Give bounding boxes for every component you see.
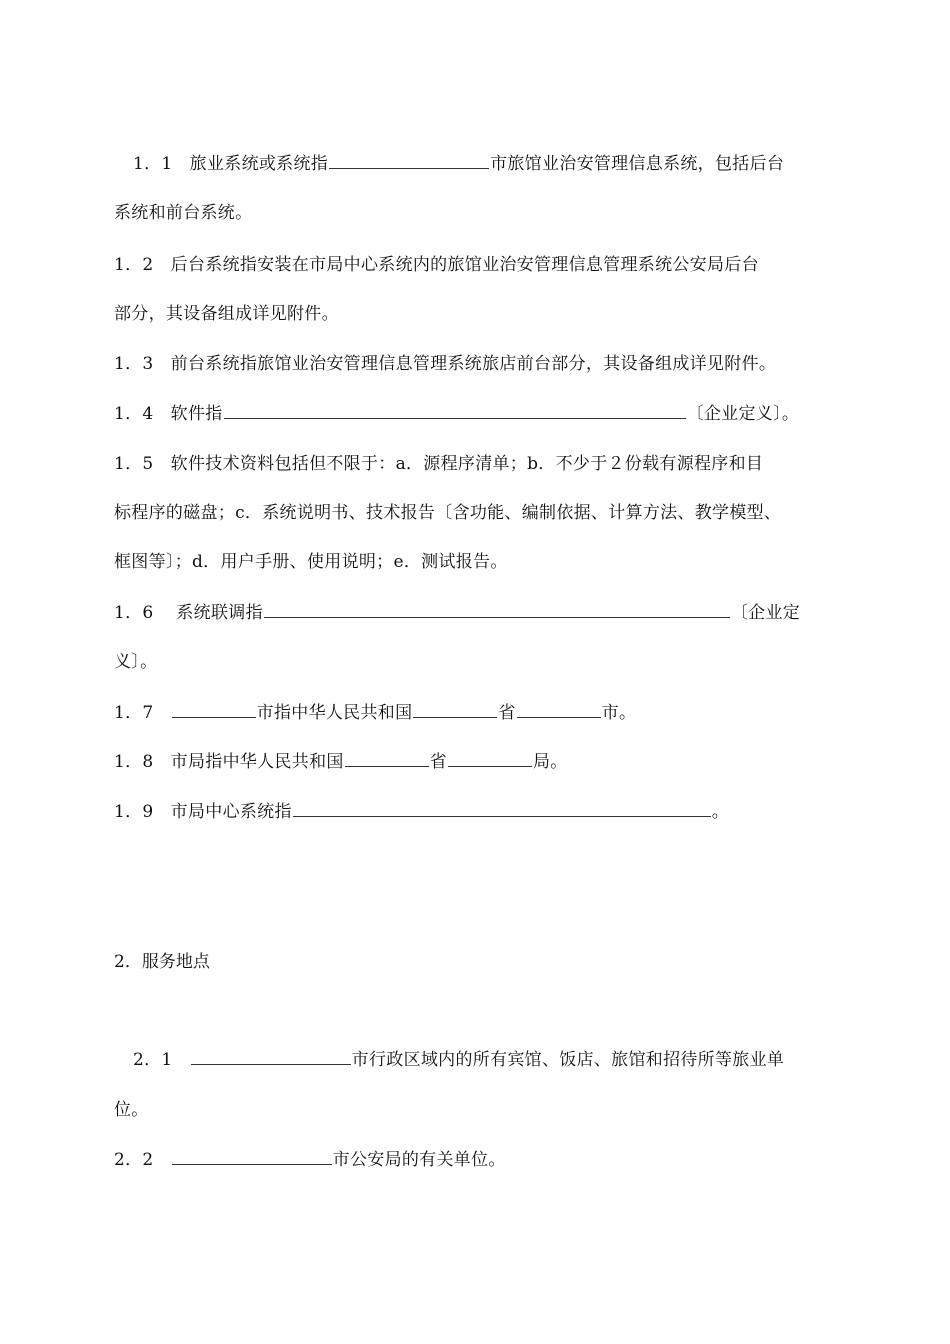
clause-text: 前台系统指旅馆业治安管理信息管理系统旅店前台部分，其设备组成详见附件。 [170,354,777,374]
fill-blank[interactable] [293,800,711,817]
clause-1-2 [114,253,759,277]
clause-text: 市局中心系统指 [170,802,292,822]
clause-number: 2．1 [133,1050,173,1070]
clause-text: 市旅馆业治安管理信息系统，包括后台 [490,154,785,174]
clause-number: 1．9 [114,802,154,822]
section-2-title: 2．服务地点 [114,952,210,972]
clause-text: 框图等〕；d．用户手册、使用说明；e．测试报告。 [114,552,508,572]
clause-text: 。 [711,802,730,822]
clause-text: 〔企业定 [730,603,801,623]
clause-number: 1．8 [114,752,154,772]
clause-text: 系统和前台系统。 [114,203,253,223]
clause-1-1 [133,152,784,176]
clause-2-2 [114,1148,506,1172]
fill-blank[interactable] [224,402,686,419]
clause-1-5-continued-2 [114,550,508,574]
clause-text: 旅业系统或系统指 [189,154,329,174]
clause-text: 市公安局的有关单位。 [332,1150,506,1170]
fill-blank[interactable] [345,750,429,767]
clause-text: 位。 [114,1100,149,1120]
fill-blank[interactable] [329,152,489,169]
clause-text: 市行政区域内的所有宾馆、饭店、旅馆和招待所等旅业单 [351,1050,785,1070]
clause-1-4 [114,402,799,426]
clause-1-7 [114,701,636,725]
clause-2-1-continued [114,1098,149,1122]
clause-number: 1．2 [114,255,154,275]
clause-2-1 [133,1048,784,1072]
clause-1-6-continued [114,650,157,674]
clause-1-9 [114,800,729,824]
fill-blank[interactable] [448,750,532,767]
clause-number: 2．2 [114,1150,154,1170]
clause-text: 软件指 [170,404,223,424]
fill-blank[interactable] [517,701,601,718]
clause-number: 1．1 [133,154,173,174]
clause-number: 1．6 [114,603,154,623]
clause-text: 市局指中华人民共和国 [170,752,344,772]
clause-text: 义〕。 [114,652,158,672]
clause-text: 后台系统指安装在市局中心系统内的旅馆业治安管理信息管理系统公安局后台 [170,255,759,275]
clause-1-6 [114,601,800,625]
clause-1-8 [114,750,568,774]
clause-1-3 [114,352,776,376]
clause-text: 市指中华人民共和国 [256,703,413,723]
clause-text: 部分，其设备组成详见附件。 [114,304,339,324]
clause-number: 1．7 [114,703,154,723]
clause-text: 局。 [532,752,568,772]
clause-1-5-continued [114,501,781,525]
fill-blank[interactable] [264,601,730,618]
clause-1-2-continued [114,302,339,326]
clause-text: 系统联调指 [176,603,263,623]
clause-text: 省 [429,752,447,772]
clause-number: 1．3 [114,354,154,374]
clause-1-1-continued [114,201,252,225]
clause-text: 省 [498,703,516,723]
clause-1-5 [114,452,763,476]
clause-text: 市。 [601,703,637,723]
fill-blank[interactable] [172,701,256,718]
clause-text: 软件技术资料包括但不限于：a．源程序清单；b．不少于２份载有源程序和目 [170,454,764,474]
clause-number: 1．4 [114,404,154,424]
clause-text: 标程序的磁盘；c．系统说明书、技术报告〔含功能、编制依据、计算方法、教学模型、 [114,503,782,523]
fill-blank[interactable] [172,1148,332,1165]
fill-blank[interactable] [413,701,497,718]
fill-blank[interactable] [191,1048,351,1065]
clause-number: 1．5 [114,454,154,474]
clause-text: 〔企业定义〕。 [686,404,800,424]
